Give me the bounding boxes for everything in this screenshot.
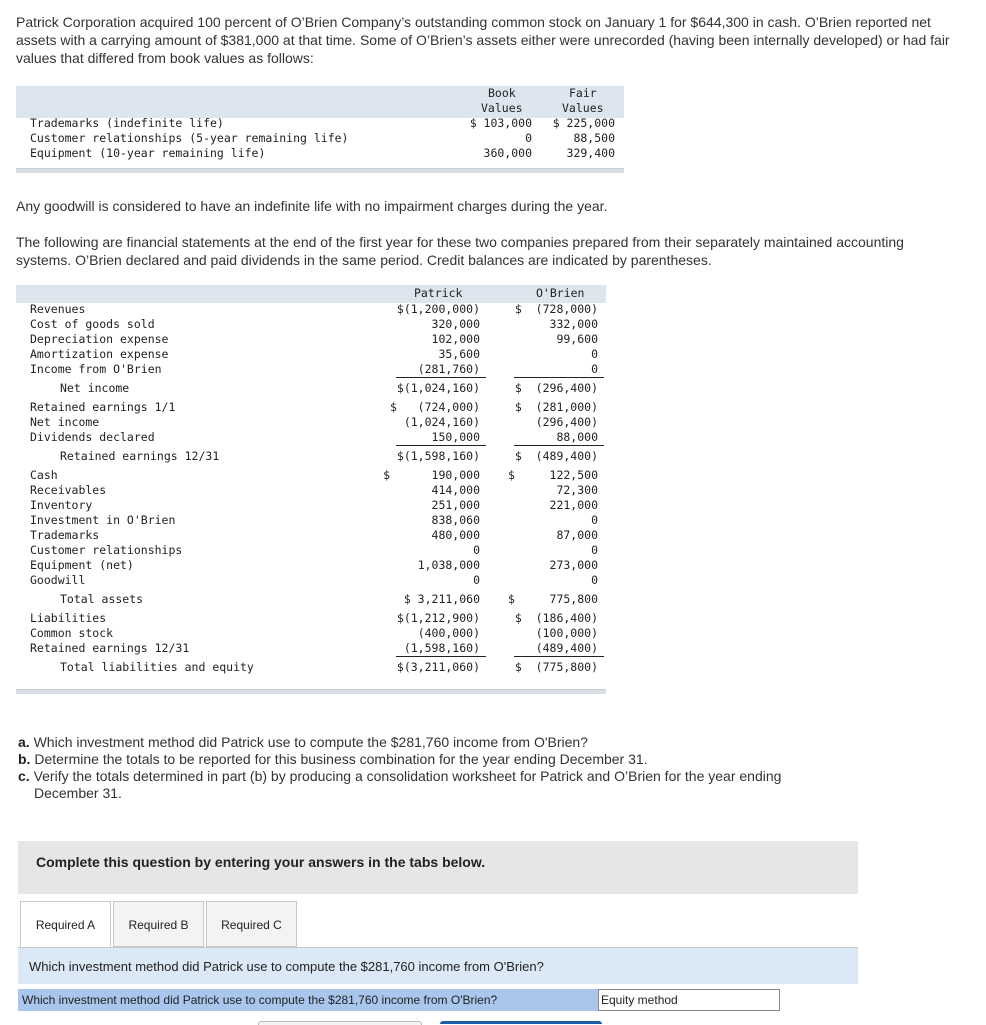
row-label: Equipment (10-year remaining life) [30, 146, 266, 160]
instruction-banner [18, 841, 858, 894]
fs-row-patrick: $(1,200,000) [396, 302, 480, 316]
fs-row-label: Retained earnings 12/31 [30, 641, 190, 655]
fs-row-patrick: 320,000 [431, 317, 480, 331]
fs-row-label: Investment in O'Brien [30, 513, 176, 527]
instruction-text: Complete this question by entering your answers in the tabs below. [36, 854, 486, 870]
fs-row-label: Common stock [30, 626, 114, 640]
fs-row-patrick: 0 [473, 543, 480, 557]
fs-row-patrick: 480,000 [431, 528, 480, 542]
fs-row-obrien: $ (728,000) [514, 302, 598, 316]
table-header-band [16, 86, 624, 118]
fs-row-label: Receivables [30, 483, 107, 497]
fs-row-obrien: $ 775,800 [507, 592, 598, 606]
fs-row-obrien: 0 [591, 543, 598, 557]
fs-row-patrick: $ (724,000) [389, 400, 480, 414]
subtotal-rule [514, 377, 604, 378]
fs-row-obrien: $ (489,400) [514, 449, 598, 463]
fs-row-obrien: (100,000) [535, 626, 598, 640]
row-fair: 88,500 [573, 131, 615, 145]
fs-row-obrien: $ 122,500 [507, 468, 598, 482]
question-c-text: Verify the totals determined in part (b) by producing a consolidation worksheet for Patrick and O’Brien for the year ending [33, 768, 782, 784]
table-bottom-rule [16, 689, 606, 694]
prev-button[interactable] [258, 1021, 422, 1025]
row-book: 360,000 [483, 146, 532, 160]
fs-row-label: Depreciation expense [30, 332, 169, 346]
fs-row-label: Cost of goods sold [30, 317, 155, 331]
fs-row-label: Dividends declared [30, 430, 155, 444]
column-header-patrick: Patrick [414, 286, 463, 300]
question-b [18, 751, 878, 768]
fs-row-patrick: 251,000 [431, 498, 480, 512]
fs-row-patrick: 0 [473, 573, 480, 587]
row-book: 0 [525, 131, 532, 145]
row-book: $ 103,000 [469, 116, 532, 130]
fs-row-obrien: 0 [591, 513, 598, 527]
question-a [18, 734, 878, 751]
financial-statements-intro: The following are financial statements at the end of the first year for these two companies prepared from their separately maintained accounting systems. O’Brien declared and paid dividends in the same period. Credit balances are indicated by parentheses. [16, 234, 904, 268]
row-label: Customer relationships (5-year remaining life) [30, 131, 349, 145]
fs-row-obrien: 0 [591, 573, 598, 587]
fs-row-patrick: $ 3,211,060 [403, 592, 480, 606]
fs-row-obrien: $ (775,800) [514, 660, 598, 674]
fs-row-obrien: 87,000 [556, 528, 598, 542]
fs-row-label: Inventory [30, 498, 93, 512]
answer-row [18, 989, 780, 1011]
fs-row-obrien: 221,000 [549, 498, 598, 512]
fs-row-label: Equipment (net) [30, 558, 134, 572]
fs-row-patrick: 150,000 [431, 430, 480, 444]
column-header-obrien: O'Brien [536, 286, 585, 300]
row-label: Trademarks (indefinite life) [30, 116, 224, 130]
fs-row-label: Goodwill [30, 573, 86, 587]
tab-required-c[interactable]: Required C [206, 901, 297, 947]
fs-row-label: Customer relationships [30, 543, 183, 557]
fs-row-patrick: 1,038,000 [417, 558, 480, 572]
question-c [18, 768, 878, 785]
fs-row-label: Net income [60, 381, 130, 395]
fs-row-label: Retained earnings 12/31 [60, 449, 220, 463]
fs-row-obrien: (296,400) [535, 415, 598, 429]
fs-row-label: Net income [30, 415, 100, 429]
question-b-text: Determine the totals to be reported for this business combination for the year ending December 31. [34, 751, 648, 767]
fs-row-patrick: 102,000 [431, 332, 480, 346]
prompt-text: Which investment method did Patrick use to compute the $281,760 income from O'Brien? [29, 959, 544, 974]
fs-row-patrick: (1,598,160) [403, 641, 480, 655]
fs-row-label: Total assets [60, 592, 144, 606]
fs-row-label: Total liabilities and equity [60, 660, 254, 674]
question-c-continued: December 31. [34, 785, 122, 801]
fs-row-obrien: 273,000 [549, 558, 598, 572]
fs-row-patrick: $(3,211,060) [396, 660, 480, 674]
fs-row-label: Trademarks [30, 528, 100, 542]
fs-row-obrien: $ (281,000) [514, 400, 598, 414]
fs-row-patrick: (1,024,160) [403, 415, 480, 429]
question-a-text: Which investment method did Patrick use to compute the $281,760 income from O'Brien? [33, 734, 588, 750]
column-header-book: Book [488, 86, 516, 100]
subtotal-rule [396, 656, 486, 657]
fs-row-patrick: $ 190,000 [383, 468, 480, 482]
row-fair: $ 225,000 [552, 116, 615, 130]
fs-row-obrien: 0 [591, 347, 598, 361]
fs-row-obrien: $ (296,400) [514, 381, 598, 395]
financial-statements-table [16, 285, 606, 695]
fs-row-patrick: 838,060 [431, 513, 480, 527]
column-header-book-values: Values [481, 101, 523, 115]
fs-row-obrien: 72,300 [556, 483, 598, 497]
fs-row-patrick: (400,000) [417, 626, 480, 640]
column-header-fair-values: Values [562, 101, 604, 115]
fs-row-obrien: 88,000 [556, 430, 598, 444]
fs-row-label: Income from O'Brien [30, 362, 162, 376]
fs-row-label: Retained earnings 1/1 [30, 400, 176, 414]
fs-row-label: Amortization expense [30, 347, 169, 361]
question-prompt [18, 948, 858, 984]
fs-row-obrien: $ (186,400) [514, 611, 598, 625]
table-header-band [16, 285, 606, 303]
subtotal-rule [396, 377, 486, 378]
fs-row-patrick: $(1,212,900) [396, 611, 480, 625]
tab-required-a[interactable]: Required A [20, 901, 111, 947]
problem-intro: Patrick Corporation acquired 100 percent of O’Brien Company’s outstanding common stock on January 1 for $644,300 in cash. O’Brien reported net assets with a carrying amount of $381,000 at that time. Some of O’Brien’s assets either were unrecorded (having been internally developed) or had fair values that differed from book values as follows: [16, 14, 950, 66]
column-header-fair: Fair [569, 86, 597, 100]
table-bottom-rule [16, 168, 624, 173]
row-fair: 329,400 [566, 146, 615, 160]
fs-row-patrick: $(1,024,160) [396, 381, 480, 395]
subtotal-rule [514, 445, 604, 446]
fs-row-label: Revenues [30, 302, 86, 316]
fs-row-patrick: 35,600 [438, 347, 480, 361]
fs-row-obrien: 0 [591, 362, 598, 376]
answer-input[interactable]: Equity method [598, 989, 780, 1011]
subtotal-rule [396, 445, 486, 446]
subtotal-rule [514, 656, 604, 657]
fs-row-patrick: (281,760) [417, 362, 480, 376]
fair-value-table [16, 86, 624, 172]
fs-row-obrien: 99,600 [556, 332, 598, 346]
fs-row-obrien: (489,400) [535, 641, 598, 655]
question-c-tag: c. [18, 768, 30, 784]
question-a-tag: a. [18, 734, 30, 750]
fs-row-label: Cash [30, 468, 58, 482]
fs-row-patrick: 414,000 [431, 483, 480, 497]
fs-row-obrien: 332,000 [549, 317, 598, 331]
goodwill-note: Any goodwill is considered to have an indefinite life with no impairment charges during the year. [16, 198, 608, 214]
answer-label: Which investment method did Patrick use to compute the $281,760 income from O'Brien? [18, 989, 598, 1011]
tab-required-b[interactable]: Required B [113, 901, 204, 947]
fs-row-label: Liabilities [30, 611, 107, 625]
fs-row-patrick: $(1,598,160) [396, 449, 480, 463]
question-b-tag: b. [18, 751, 31, 767]
